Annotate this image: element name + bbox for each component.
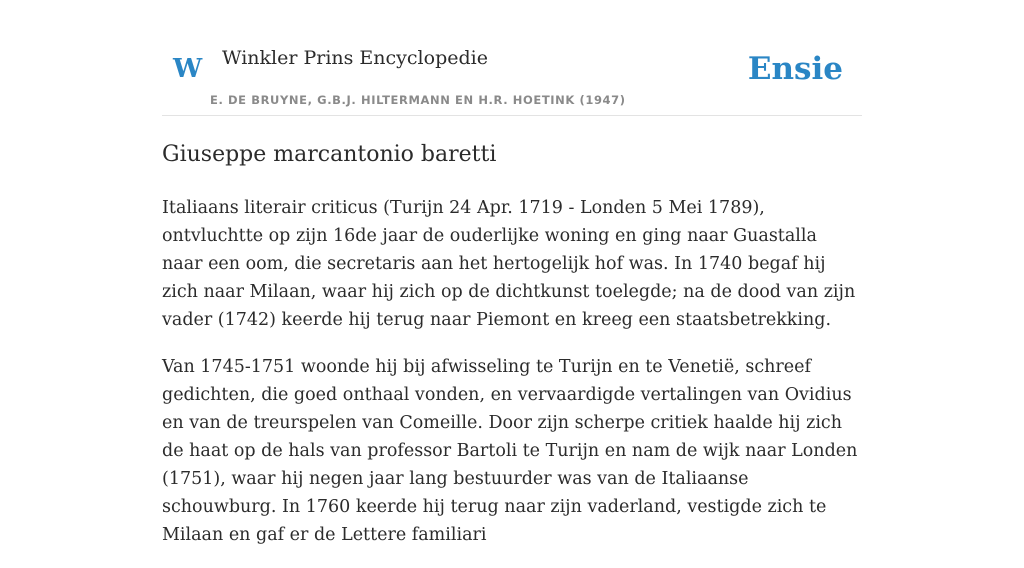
article-title: Giuseppe marcantonio baretti	[162, 142, 497, 167]
publication-authors: E. DE BRUYNE, G.B.J. HILTERMANN EN H.R. HOETINK (1947)	[210, 93, 626, 107]
article-paragraph: Italiaans literair criticus (Turijn 24 Apr. 1719 - Londen 5 Mei 1789), ontvluchtte op zijn 16de jaar de ouderlijke woning en ging naar Guastalla naar een oom, die secretaris aan het hertogelijk hof was. In 1740 begaf hij zich naar Milaan, waar hij zich op de dichtkunst toelegde; na de dood van zijn vader (1742) keerde hij terug naar Piemont en kreeg een staatsbetrekking.	[162, 198, 856, 330]
article-paragraph: Van 1745-1751 woonde hij bij afwisseling te Turijn en te Venetië, schreef gedichten, die goed onthaal vonden, en vervaardigde vertalingen van Ovidius en van de treurspelen van Comeille. Door zijn scherpe critiek haalde hij zich de haat op de hals van professor Bartoli te Turijn en nam de wijk naar Londen (1751), waar hij negen jaar lang bestuurder was van de Italiaanse schouwburg. In 1760 keerde hij terug naar zijn vaderland, vestigde zich te Milaan en gaf er de Lettere familiari	[162, 357, 858, 545]
article-content	[162, 138, 862, 568]
publication-title[interactable]: Winkler Prins Encyclopedie	[222, 47, 488, 69]
ensie-logo[interactable]: Ensie	[747, 51, 843, 87]
publication-logo[interactable]: W	[173, 54, 203, 84]
site-header	[162, 38, 862, 116]
